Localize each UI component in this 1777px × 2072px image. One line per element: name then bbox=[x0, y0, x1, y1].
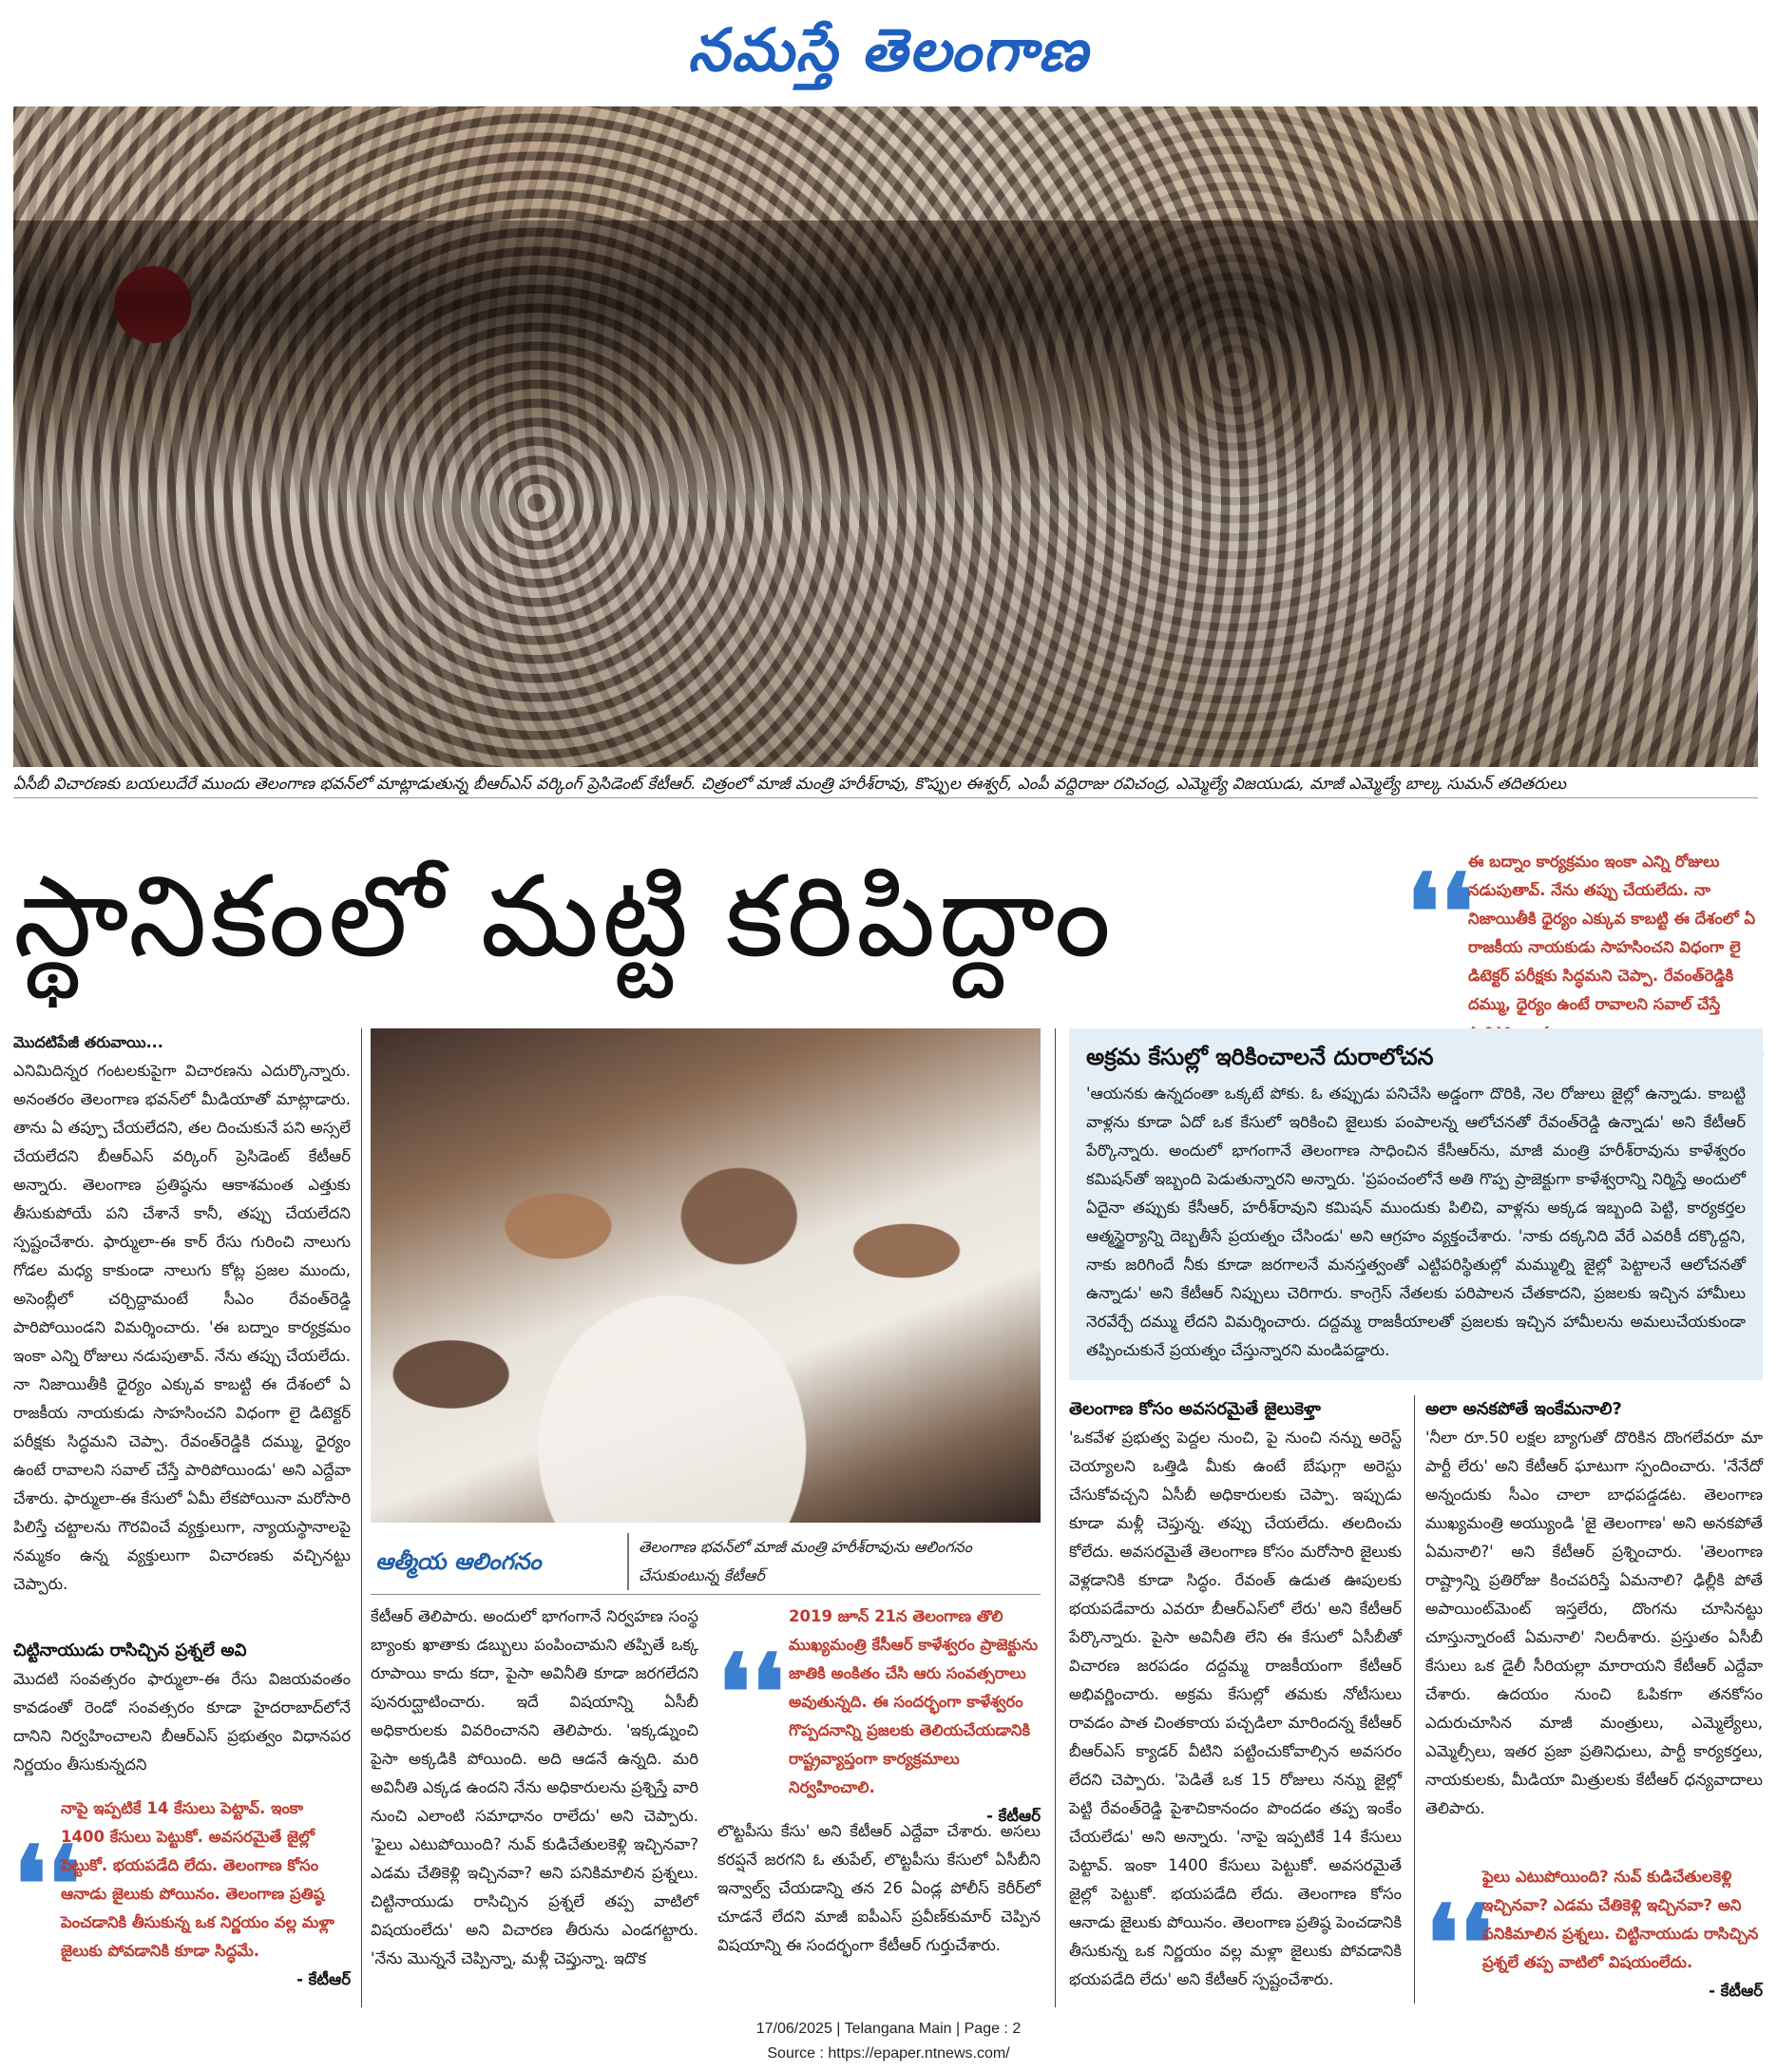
quote-mark-icon: ❛❛ bbox=[1425, 1882, 1493, 2005]
column-1-subhead: చిట్టినాయుడు రాసిచ్చిన ప్రశ్నలే అవి bbox=[13, 1640, 247, 1660]
pull-quote-author: - కేటీఆర్ bbox=[986, 1807, 1041, 1825]
column-divider bbox=[1414, 1395, 1415, 2004]
top-photo-caption: ఏసీబీ విచారణకు బయలుదేరే ముందు తెలంగాణ భవన్‌లో మాట్లాడుతున్న బీఆర్‌ఎస్ వర్కింగ్ ప్రెసిడెంట్ కేటీఆర్. చిత్రంలో మాజీ మంత్రి హరీశ్‌రావు, కొప్పుల ఈశ్వర్, ఎంపీ వద్దిరాజు రవిచంద్ర, ఎమ్మెల్యే విజయుడు, మాజీ ఎమ్మెల్యే బాల్క సుమన్ తదితరులు bbox=[13, 770, 1758, 798]
column-4-body: 'ఒకవేళ ప్రభుత్వ పెద్దల నుంచి, పై నుంచి నన్ను అరెస్ట్ చెయ్యాలని ఒత్తిడి మీకు ఉంటే బేషుగ్గా అరెస్టు చేసుకోవచ్చని ఏసీబీ అధికారులకు చెప్పా. ఇప్పుడు కూడా మళ్లీ చెప్తున్న. తప్పు చేయలేదు. తలదించు కోలేదు. అవసరమైతే తెలంగాణ కోసం మరోసారి జైలుకు వెళ్లడానికి కూడా సిద్ధం. రేవంత్ ఉడుత ఊపులకు భయపడేవారు ఎవరూ బీఆర్‌ఎస్‌లో లేరు' అని కేటీఆర్ పేర్కొన్నారు. పైసా అవినీతి లేని ఈ కేసులో ఏసీబీతో విచారణ జరపడం దద్దమ్మ రాజకీయంగా కేటీఆర్ అభివర్ణించారు. అక్రమ కేసుల్లో తమకు నోటీసులు రావడం పాత చింతకాయ పచ్చడిలా మారిందన్న కేటీఆర్ బీఆర్‌ఎస్ క్యాడర్ వీటిని పట్టించుకోవాల్సిన అవసరం లేదని చెప్పారు. 'పెడితే ఒక 15 రోజులు నన్ను జైల్లో పెట్టి రేవంత్‌రెడ్డి పైశాచికానందం పొందడం తప్ప ఇంకేం చేయలేడు' అని అన్నారు. 'నాపై ఇప్పటికే 14 కేసులు పెట్టావ్. ఇంకా 1400 కేసులు పెట్టుకో. అవసరమైతే జైల్లో పెట్టుకో. భయపడేది లేదు. తెలంగాణ కోసం ఆనాడు జైలుకు పోయినం. తెలంగాణ ప్రతిష్ఠ పెంచడానికి తీసుకున్న ఒక నిర్ణయం వల్ల మళ్లా జైలుకు పోవడానికి భయపడేది లేదు' అని కేటీఆర్ స్పష్టంచేశారు. bbox=[1069, 1429, 1402, 1988]
quote-mark-icon: ❛❛ bbox=[1406, 851, 1474, 973]
footer-edition-line: 17/06/2025 | Telangana Main | Page : 2 bbox=[755, 2021, 1022, 2037]
sidebar-box-body: 'ఆయనకు ఉన్నదంతా ఒక్కటే పోకు. ఓ తప్పుడు పనిచేసి అడ్డంగా దొరికి, నెల రోజులు జైల్లో ఉన్నాడు. కాబట్టి వాళ్లను కూడా ఏదో ఒక కేసులో ఇరికించి జైలుకు పంపాలన్న ఆలోచనతో రేవంత్‌రెడ్డి ఉన్నాడు' అని కేటీఆర్ పేర్కొన్నారు. అందులో భాగంగానే తెలంగాణ సాధించిన కేసీఆర్‌ను, మాజీ మంత్రి హరీశ్‌రావును కాళేశ్వరం కమిషన్‌తో ఇబ్బంది పెడుతున్నారని అన్నారు. 'ప్రపంచంలోనే అతి గొప్ప ప్రాజెక్టుగా కాళేశ్వరాన్ని నిర్మిస్తే అందులో ఏదైనా తప్పుకు కేసీఆర్, హరీశ్‌రావుని కమిషన్ ముందుకు పిలిచి, వాళ్లను అక్కడ ఇబ్బంది పెట్టి, కార్యకర్తల ఆత్మస్థైర్యాన్ని దెబ్బతీసే ప్రయత్నం చేసిండు' అని ఆగ్రహం వ్యక్తంచేశారు. 'నాకు దక్కనిది వేరే ఎవరికీ దక్కొద్దని, నాకు జరిగిందే నీకు కూడా జరగాలనే మనస్తత్వంతో ఎట్టిపరిస్థితుల్లో మమ్ముల్ని జైల్లో పెట్టాలనే ఆలోచనతో ఉన్నాడు' అని కేటీఆర్ నిప్పులు చెరిగారు. కాంగ్రెస్ నేతలకు పరిపాలన చేతకాదని, ప్రజలకు ఇచ్చిన హామీలు నెరవేర్చే దమ్ము లేదని విమర్శించారు. దద్దమ్మ రాజకీయాలతో ప్రజలకు ఇచ్చిన హామీలను అమలుచేయకుండా తప్పించుకునే ప్రయత్నం చేస్తున్నారని మండిపడ్డారు. bbox=[1086, 1084, 1746, 1359]
pull-quote-author: - కేటీఆర్ bbox=[296, 1970, 351, 1988]
main-headline: స్థానికంలో మట్టి కరిపిద్దాం bbox=[13, 854, 1114, 980]
pull-quote-text: 2019 జూన్ 21న తెలంగాణ తొలి ముఖ్యమంత్రి కేసీఆర్ కాళేశ్వరం ప్రాజెక్టును జాతికి అంకితం చేసి ఆరు సంవత్సరాలు అవుతున్నది. ఈ సందర్భంగా కాళేశ్వరం గొప్పదనాన్ని ప్రజలకు తెలియచేయడానికి రాష్ట్రవ్యాప్తంగా కార్యక్రమాలు నిర్వహించాలి. bbox=[789, 1607, 1039, 1796]
masthead: నమస్తే తెలంగాణ bbox=[687, 15, 1090, 85]
pull-quote-text: ఈ బద్నాం కార్యక్రమం ఇంకా ఎన్ని రోజులు నడుపుతావ్. నేను తప్పు చేయలేదు. నా నిజాయితీకి ధైర్యం ఎక్కువ కాబట్టి ఈ దేశంలో ఏ రాజకీయ నాయకుడు సాహసించని విధంగా లై డిటెక్టర్ పరీక్షకు సిద్ధమని చెప్పా. రేవంత్‌రెడ్డికి దమ్ము, ధైర్యం ఉంటే రావాలని సవాల్ చేస్తే bbox=[1468, 853, 1756, 1013]
pull-quote-bottom-right bbox=[1425, 1863, 1763, 2015]
column-divider bbox=[1055, 1028, 1056, 2007]
quote-mark-icon: ❛❛ bbox=[13, 1823, 81, 1946]
mid-photo-title: ఆత్మీయ ఆలింగనం bbox=[375, 1547, 542, 1575]
article-column-2: కేటీఆర్ తెలిపారు. అందులో భాగంగానే నిర్వహణ సంస్థ బ్యాంకు ఖాతాకు డబ్బులు పంపించామని తప్పితే ఒక్క రూపాయి కాదు కదా, పైసా అవినీతి కూడా జరగలేదని పునరుద్ఘాటించారు. ఇదే విషయాన్ని ఏసీబీ అధికారులకు వివరించానని తెలిపారు. 'ఇక్కడ్నుంచి పైసా అక్కడికి పోయింది. అది ఆడనే ఉన్నది. మరి అవినీతి ఎక్కడ ఉందని నేను అధికారులను ప్రశ్నిస్తే వారి నుంచి ఎలాంటి సమాధానం రాలేదు' అని చెప్పారు. 'ఫైలు ఎటుపోయింది? నువ్ కుడిచేతులకెళ్లి ఇచ్చినవా? ఎడమ చేతికెళ్లి ఇచ్చినవా? అని పనికిమాలిన ప్రశ్నలు. చిట్టినాయుడు రాసిచ్చిన ప్రశ్నలే తప్ప వాటిలో విషయంలేదు' అని విచారణ తీరును ఎండగట్టారు. 'నేను మొన్ననే చెప్పిన్నా, మళ్లీ చెప్తున్నా. ఇదొక bbox=[371, 1607, 698, 1967]
pull-quote-left bbox=[13, 1794, 351, 1994]
pull-quote-text: నాపై ఇప్పటికే 14 కేసులు పెట్టావ్. ఇంకా 1400 కేసులు పెట్టుకో. అవసరమైతే జైల్లో పెట్టుకో. భయపడేది లేదు. తెలంగాణ కోసం ఆనాడు జైలుకు పోయినం. తెలంగాణ ప్రతిష్ఠ పెంచడానికి తీసుకున్న ఒక నిర్ణయం వల్ల మళ్లా జైలుకు పోవడానికి కూడా సిద్ధమే. bbox=[61, 1799, 334, 1960]
article-column-1-continued bbox=[13, 1637, 351, 1774]
pull-quote-author: - కేటీఆర్ bbox=[1709, 1982, 1763, 2000]
photo-crowd bbox=[13, 106, 1758, 767]
quote-mark-icon: ❛❛ bbox=[717, 1631, 785, 1754]
photo-faces bbox=[371, 1028, 1041, 1523]
article-column-5 bbox=[1425, 1395, 1763, 1817]
pull-quote-middle bbox=[717, 1602, 1041, 1825]
article-column-4 bbox=[1069, 1395, 1402, 2004]
column-1-body-2: మొదటి సంవత్సరం ఫార్ములా-ఈ రేసు విజయవంతం కావడంతో రెండో సంవత్సరం కూడా హైదరాబాద్‌లోనే దానిని నిర్వహించాలని బీఆర్‌ఎస్ ప్రభుత్వం విధానపర నిర్ణయం తీసుకున్నదని bbox=[13, 1670, 351, 1774]
top-news-photo bbox=[13, 106, 1758, 767]
article-column-1 bbox=[13, 1028, 351, 1637]
pull-quote-right bbox=[1468, 848, 1763, 1013]
page-footer bbox=[0, 2017, 1777, 2070]
column-5-body: 'నీలా రూ.50 లక్షల బ్యాగుతో దొరికిన దొంగలేవరూ మా పార్టీ లేరు' అని కేటీఆర్ ఘాటుగా స్పందించారు. 'నేనేదో అన్నందుకు సీఎం చాలా బాధపడ్డడట. తెలంగాణ ముఖ్యమంత్రి అయ్యుండి 'జై తెలంగాణ' అని అనకపోతే ఏమనాలి?' అని కేటీఆర్ ప్రశ్నించారు. 'తెలంగాణ రాష్ట్రాన్ని ప్రతిరోజు కించపరిస్తే ఏమనాలి? ఢిల్లీకి పోతే అపాయింట్‌మెంట్ ఇస్తలేరు, దొంగను చూసినట్టు చూస్తున్నారంటే ఏమనాలి' నిలదీశారు. ప్రస్తుతం ఏసీబీ కేసులు ఒక డైలీ సీరియల్లా మారాయని కేటీఆర్ ఎద్దేవా చేశారు. ఉదయం నుంచి ఓపికగా తనకోసం ఎదురుచూసిన మాజీ మంత్రులు, ఎమ్మెల్యేలు, ఎమ్మెల్సీలు, ఇతర ప్రజా ప్రతినిధులు, పార్టీ కార్యకర్తలు, నాయకులకు, మీడియా మిత్రులకు కేటీఆర్ ధన్యవాదాలు తెలిపారు. bbox=[1425, 1429, 1763, 1817]
footer-source-line[interactable]: Source : https://epaper.ntnews.com/ bbox=[767, 2045, 1010, 2062]
pull-quote-text: ఫైలు ఎటుపోయింది? నువ్ కుడిచేతులకెళ్లి ఇచ్చినవా? ఎడమ చేతికెళ్లి ఇచ్చినవా? అని పనికిమాలిన ప్రశ్నలు. చిట్టినాయుడు రాసిచ్చిన ప్రశ్నలే తప్ప వాటిలో విషయంలేదు. bbox=[1482, 1868, 1759, 1971]
continuation-kicker: మొదటిపేజీ తరువాయి... bbox=[13, 1033, 163, 1051]
mid-photo-caption: తెలంగాణ భవన్‌లో మాజీ మంత్రి హరీశ్‌రావును ఆలింగనం చేసుకుంటున్న కేటీఆర్ bbox=[627, 1533, 1036, 1590]
column-4-subhead: తెలంగాణ కోసం అవసరమైతే జైలుకెళ్తా bbox=[1069, 1399, 1321, 1419]
column-divider bbox=[361, 1028, 362, 2007]
sidebar-box-title: అక్రమ కేసుల్లో ఇరికించాలనే దురాలోచన bbox=[1086, 1044, 1434, 1070]
column-1-body: ఎనిమిదిన్నర గంటలకుపైగా విచారణను ఎదుర్కొన్నారు. అనంతరం తెలంగాణ భవన్‌లో మీడియాతో మాట్లాడారు. తాను ఏ తప్పూ చేయలేదని, తల దించుకునే పని అస్సలే చేయలేదని బీఆర్‌ఎస్ వర్కింగ్ ప్రెసిడెంట్ కేటీఆర్ అన్నారు. తెలంగాణ ప్రతిష్ఠను ఆకాశమంత ఎత్తుకు తీసుకుపోయే పని చేశానే కానీ, తప్పు చేయలేదని స్పష్టంచేశారు. ఫార్ములా-ఈ కార్ రేసు గురించి నాలుగు గోడల మధ్య కాకుండా నాలుగు కోట్ల ప్రజల ముందు, అసెంబ్లీలో చర్చిద్దామంటే సీఎం రేవంత్‌రెడ్డి పారిపోయిండని విమర్శించారు. 'ఈ బద్నాం కార్యక్రమం ఇంకా ఎన్ని రోజులు నడుపుతావ్. నేను తప్పు చేయలేదు. నా నిజాయితీకి ధైర్యం ఎక్కువ కాబట్టి ఈ దేశంలో ఏ రాజకీయ నాయకుడు సాహసించని విధంగా లై డిటెక్టర్ పరీక్షకు సిద్ధమని చెప్పా. రేవంత్‌రెడ్డికి దమ్ము, ధైర్యం ఉంటే రావాలని సవాల్ చేస్తే పారిపోయిండు' అని ఎద్దేవా చేశారు. ఫార్ములా-ఈ కేసులో ఏమీ లేకపోయినా మరోసారి పిలిస్తే చట్టాలను గౌరవించే వ్యక్తులుగా, న్యాయస్థానాలపై నమ్మకం ఉన్న వ్యక్తులుగా విచారణకు వచ్చినట్టు చెప్పారు. bbox=[13, 1062, 351, 1593]
embrace-photo bbox=[371, 1028, 1041, 1523]
article-column-3: లొట్టపీసు కేసు' అని కేటీఆర్ ఎద్దేవా చేశారు. అసలు కరప్షనే జరగని ఓ తుపేల్, లొట్టపీసు కేసులో ఏసీబీని ఇన్వాల్వ్ చేయడాన్ని తన 26 ఏండ్ల పోలీస్ కెరీర్‌లో చూడనే లేదని మాజీ ఐపీఎస్ ప్రవీణ్‌కుమార్ చెప్పిన విషయాన్ని ఈ సందర్భంగా కేటీఆర్ గుర్తుచేశారు. bbox=[717, 1822, 1041, 1954]
sidebar-box bbox=[1069, 1028, 1763, 1380]
column-5-subhead: అలా అనకపోతే ఇంకేమనాలి? bbox=[1425, 1399, 1622, 1419]
